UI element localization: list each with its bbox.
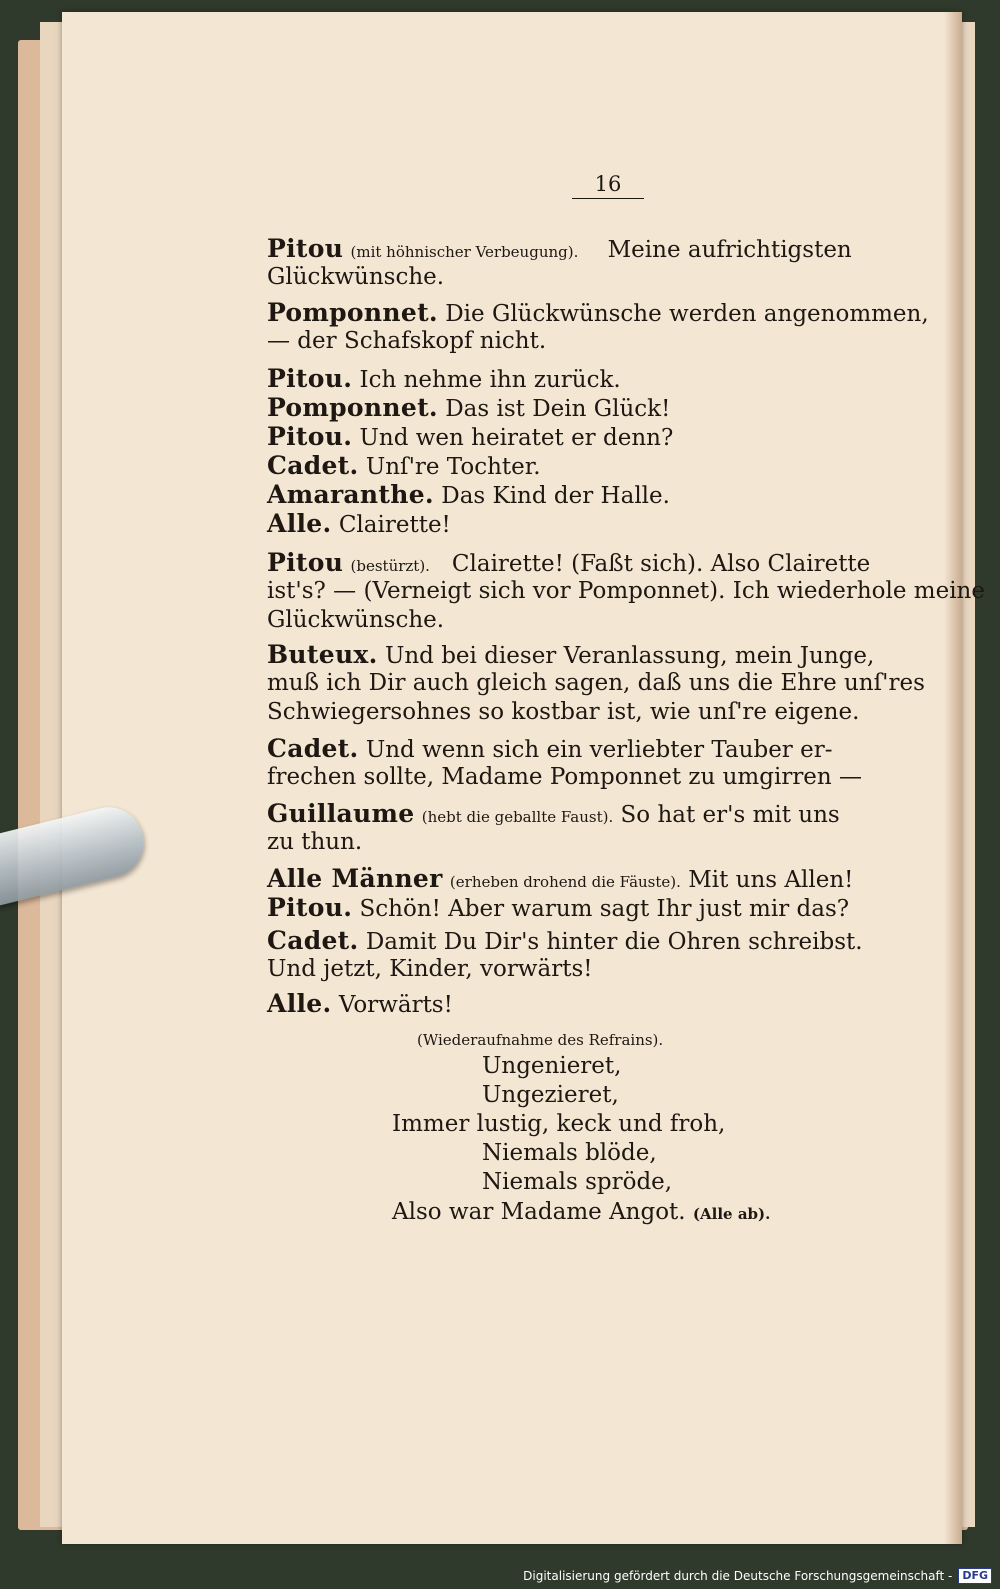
text-line: Alle Männer (erheben drohend die Fäuste). Mit uns Allen! bbox=[267, 864, 854, 893]
refrain-line: Immer lustig, keck und froh, bbox=[392, 1111, 726, 1137]
text-line: Pomponnet. Das ist Dein Glück! bbox=[267, 393, 671, 422]
text-line: Schwiegersohnes so kostbar ist, wie unſ're eigene. bbox=[267, 699, 860, 725]
text-line: Pomponnet. Die Glückwünsche werden angenommen, bbox=[267, 298, 929, 327]
text-line: Pitou. Schön! Aber warum sagt Ihr just mir das? bbox=[267, 893, 850, 922]
text-line: Alle. Clairette! bbox=[267, 509, 451, 538]
text-line: Pitou (mit höhnischer Verbeugung). Meine aufrichtigsten bbox=[267, 234, 852, 263]
text-line: Und jetzt, Kinder, vorwärts! bbox=[267, 956, 593, 982]
page-number: 16 bbox=[572, 172, 644, 199]
text-line: Glückwünsche. bbox=[267, 607, 445, 633]
text-line: ist's? — (Verneigt sich vor Pomponnet). Ich wiederhole meine bbox=[267, 578, 985, 604]
text-line: Buteux. Und bei dieser Veranlassung, mein Junge, bbox=[267, 640, 875, 669]
text-line: zu thun. bbox=[267, 829, 363, 855]
text-line: Pitou. Und wen heiratet er denn? bbox=[267, 422, 674, 451]
text-line: Amaranthe. Das Kind der Halle. bbox=[267, 480, 670, 509]
exit-direction: (Alle ab). bbox=[692, 1205, 771, 1223]
refrain-line: Niemals spröde, bbox=[482, 1169, 673, 1195]
text-line: Pitou. Ich nehme ihn zurück. bbox=[267, 364, 621, 393]
text-line: Alle. Vorwärts! bbox=[267, 989, 453, 1018]
text-line: Glückwünsche. bbox=[267, 264, 445, 290]
refrain-line: Ungezieret, bbox=[482, 1082, 619, 1108]
refrain-direction: (Wiederaufnahme des Refrains). bbox=[417, 1031, 664, 1049]
text-line: frechen sollte, Madame Pomponnet zu umgirren — bbox=[267, 764, 863, 790]
refrain-line: Ungenieret, bbox=[482, 1053, 622, 1079]
text-line: — der Schafskopf nicht. bbox=[267, 328, 547, 354]
text-line: Cadet. Unſ're Tochter. bbox=[267, 451, 541, 480]
text-line: Pitou (bestürzt). Clairette! (Faßt sich). Also Clairette bbox=[267, 548, 871, 577]
text-line: Cadet. Damit Du Dir's hinter die Ohren schreibst. bbox=[267, 926, 863, 955]
footer-text: Digitalisierung gefördert durch die Deutsche Forschungsgemeinschaft - bbox=[523, 1569, 953, 1583]
text-line: Cadet. Und wenn sich ein verliebter Tauber er- bbox=[267, 734, 833, 763]
refrain-line: Also war Madame Angot. (Alle ab). bbox=[392, 1199, 771, 1225]
page-edge-shadow bbox=[944, 12, 962, 1544]
text-line: Guillaume (hebt die geballte Faust). So hat er's mit uns bbox=[267, 799, 840, 828]
refrain-line: Niemals blöde, bbox=[482, 1140, 657, 1166]
book-page bbox=[62, 12, 985, 1544]
footer-attribution bbox=[523, 1567, 992, 1585]
text-line: muß ich Dir auch gleich sagen, daß uns die Ehre unſ'res bbox=[267, 670, 925, 696]
dfg-logo: DFG bbox=[958, 1568, 992, 1584]
